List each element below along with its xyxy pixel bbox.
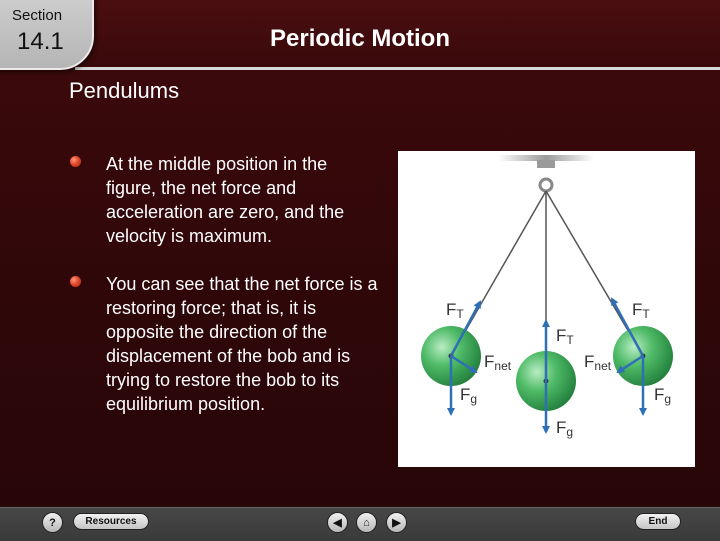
page-title: Periodic Motion [270,25,450,52]
label-fnet-right: Fnet [584,352,612,373]
bullet-text: At the middle position in the figure, the net force and acceleration are zero, and the velocity is maximum. [106,154,345,246]
help-button[interactable]: ? [42,512,63,533]
label-fg-center: Fg [556,418,574,439]
end-button[interactable]: End [635,513,681,530]
slide-heading: Pendulums [69,78,180,103]
bullet-text: You can see that the net force is a restoring force; that is, it is opposite the direction of the displacement of the bob and is trying to restore the bob to its equilibrium position. [106,274,378,414]
pivot-mount [537,160,555,168]
label-fg-right: Fg [654,385,672,406]
label-ft-left: FT [446,300,464,321]
section-label: Section [12,7,63,24]
previous-button[interactable]: ◀ [327,512,348,533]
pendulum-diagram [398,151,695,467]
pivot-ring [540,179,552,191]
bullet-icon [70,156,81,167]
home-button[interactable]: ⌂ [356,512,377,533]
label-ft-right: FT [632,300,650,321]
resources-button[interactable]: Resources [73,513,149,530]
label-ft-center: FT [556,326,574,347]
header-divider [75,67,720,70]
pendulum-figure [398,151,695,467]
section-number: 14.1 [17,28,64,55]
next-button[interactable]: ▶ [386,512,407,533]
bullet-icon [70,276,81,287]
label-fnet-left: Fnet [484,352,512,373]
label-fg-left: Fg [460,385,478,406]
